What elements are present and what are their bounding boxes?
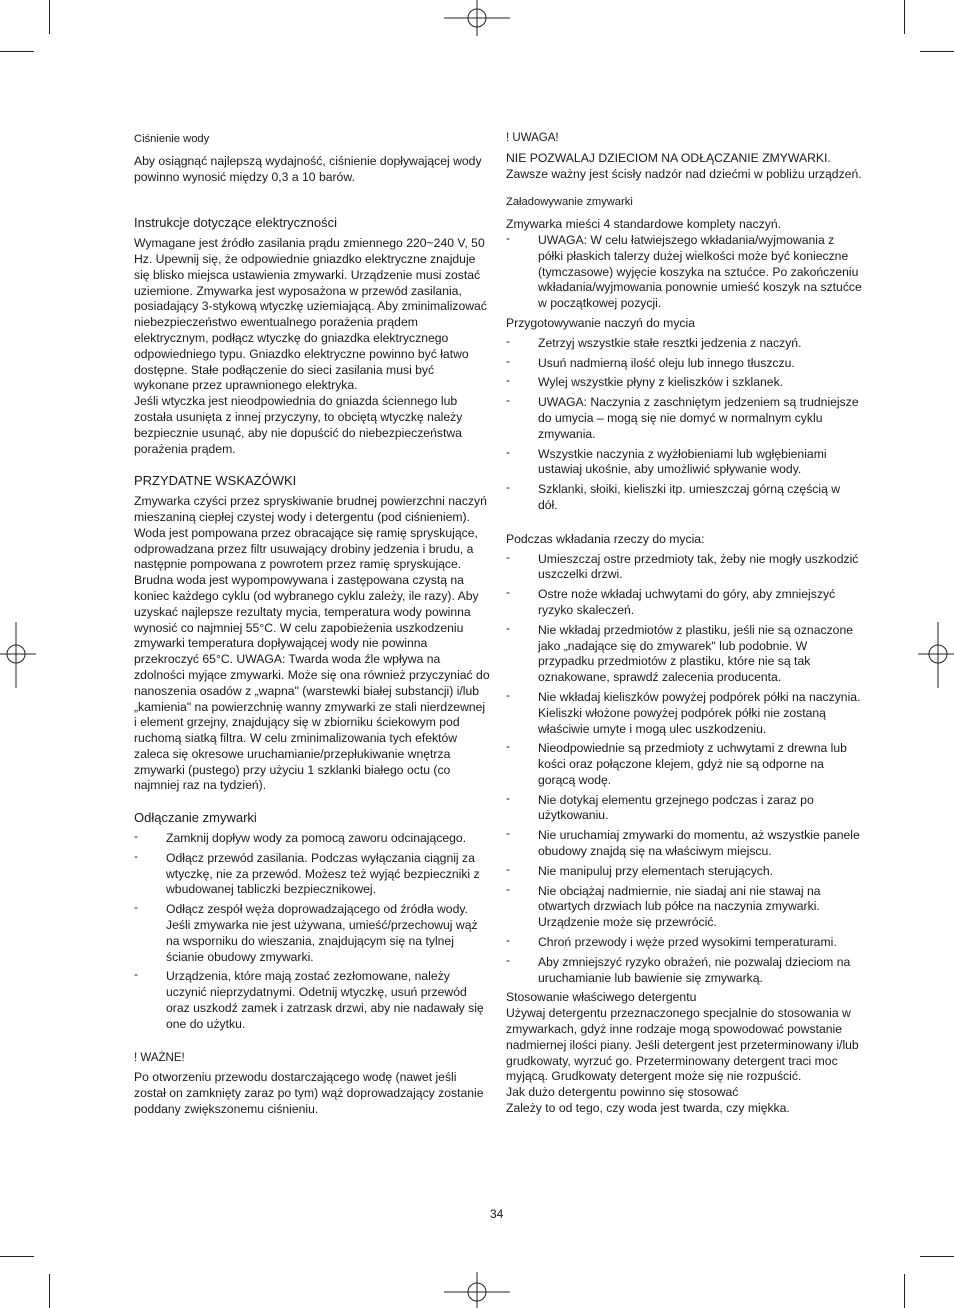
dash-icon: - <box>134 848 139 863</box>
preparation-list <box>506 333 862 514</box>
list-item: - UWAGA: W celu łatwiejszego wkładania/wyjmowania z półki płaskich talerzy dużej wielkości może być konieczne (tymczasowe) wyjęcie koszyka na sztućce. Po zakończeniu wkładania/wyjmowania ponownie umieść koszyk na sztućce w początkowej pozycji. <box>506 230 862 311</box>
electrical-text-1: Wymagane jest źródło zasilania prądu zmiennego 220~240 V, 50 Hz. Upewnij się, że odpowiednie gniazdko elektryczne znajduje się blisko miejsca ustawienia zmywarki. Urządzenie musi zostać uziemione. Zmywarka jest wyposażona w przewód zasilania, posiadający 3-stykową wtyczkę uziemiającą. Aby zminimalizować niebezpieczeństwo ewentualnego porażenia prądem elektrycznym, podłącz wtyczkę do gniazdka elektrycznego odpowiedniego typu. Gniazdko elektryczne powinno być łatwo dostępne. Stałe podłączenie do sieci zasilania musi być wykonane przez uprawnionego elektryka. <box>134 236 487 393</box>
list-item: - Szklanki, słoiki, kieliszki itp. umieszczaj górną częścią w dół. <box>506 480 841 512</box>
while-loading-list <box>506 549 862 987</box>
detergent-heading: Stosowanie właściwego detergentu <box>506 990 697 1005</box>
dash-icon: - <box>506 790 511 805</box>
detergent-text-1: Używaj detergentu przeznaczonego specjalnie do stosowania w zmywarkach, gdyż inne rodzaje mogą spowodować powstanie nadmiernej ilości piany. Jeśli detergent jest przeterminowany i/lub grudkowaty, wyrzuć go. Przeterminowany detergent traci moc myjącą. Grudkowaty detergent może się nie rozpuścić. <box>506 1006 859 1084</box>
list-item: - UWAGA: Naczynia z zaschniętym jedzeniem są trudniejsze do umycia – mogą się nie domyć w normalnym cyklu zmywania. <box>506 393 859 441</box>
registration-mark-right <box>914 620 954 690</box>
dash-icon: - <box>506 480 511 495</box>
dash-icon: - <box>506 861 511 876</box>
dash-icon: - <box>506 687 511 702</box>
list-item: - Zetrzyj wszystkie stałe resztki jedzenia z naczyń. <box>506 333 802 350</box>
crop-mark <box>0 1256 34 1257</box>
left-column <box>134 132 490 1118</box>
while-loading-heading: Podczas wkładania rzeczy do mycia: <box>506 531 705 546</box>
dash-icon: - <box>506 230 511 245</box>
tips-text: Zmywarka czyści przez spryskiwanie brudnej powierzchni naczyń mieszaniną ciepłej czystej wody i detergentu (pod ciśnieniem). Woda jest pompowana przez obracające się ramię spryskujące, odprowadzana przez filtr usuwający drobiny jedzenia i brudu, a następnie pompowana z powrotem przez ramię spryskujące. Brudna woda jest wypompowywana i zastępowana czystą na koniec każdego cyklu (od wybranego cyklu zależy, ile razy). Aby uzyskać najlepsze rezultaty mycia, temperatura wody powinna wynosić co najmniej 55°C. W celu zapobieżenia uszkodzeniu zmywarki temperatura dopływającej wody nie powinna przekroczyć 65°C. UWAGA: Twarda woda źle wpływa na zdolności myjące zmywarki. Może się ona również przyczyniać do nanoszenia osadów z „wapna" (warstewki białej substancji) i/lub „kamienia" na powierzchnię wanny zmywarki ze stali nierdzewnej i element grzejny, znajdujący się w zbiorniku ściekowym pod ruchomą siatką filtra. W celu zminimalizowania tych efektów zaleca się okresowe uruchamianie/przepłukiwanie wnętrza zmywarki (pustego) przy użyciu 1 szklanki białego octu (co najmniej raz na tydzień). <box>134 494 490 793</box>
crop-mark <box>904 1274 905 1308</box>
important-text: Po otworzeniu przewodu dostarczającego wodę (nawet jeśli został on zamknięty zaraz po tym) wąż doprowadzający zostanie poddany zwiększonemu ciśnieniu. <box>134 1070 484 1117</box>
list-item: - Usuń nadmierną ilość oleju lub innego tłuszczu. <box>506 353 795 370</box>
dash-icon: - <box>506 333 511 348</box>
list-item: - Nie dotykaj elementu grzejnego podczas i zaraz po użytkowaniu. <box>506 790 814 823</box>
dash-icon: - <box>506 739 511 754</box>
dash-icon: - <box>506 933 511 948</box>
dash-icon: - <box>506 353 511 368</box>
list-item: - Nie manipuluj przy elementach sterujących. <box>506 861 774 878</box>
list-item: - Wylej wszystkie płyny z kieliszków i szklanek. <box>506 373 784 390</box>
disconnect-heading: Odłączanie zmywarki <box>134 810 257 826</box>
registration-mark-bottom <box>442 1270 512 1308</box>
detergent-text-3: Zależy to od tego, czy woda jest twarda, czy miękka. <box>506 1101 790 1116</box>
list-item: - Aby zmniejszyć ryzyko obrażeń, nie pozwalaj dzieciom na uruchamianie lub bawienie się zmywarką. <box>506 952 851 985</box>
dash-icon: - <box>506 393 511 408</box>
registration-mark-top <box>442 0 512 40</box>
dash-icon: - <box>506 881 511 896</box>
crop-mark <box>904 0 905 34</box>
dash-icon: - <box>134 967 139 982</box>
dash-icon: - <box>506 585 511 600</box>
disconnect-list <box>134 831 490 1033</box>
important-heading: ! WAŻNE! <box>134 1051 185 1064</box>
list-item: - Odłącz przewód zasilania. Podczas wyłączania ciągnij za wtyczkę, nie za przewód. Możesz też wyjąć bezpieczniki z wbudowanej tabliczki bezpiecznikowej. <box>134 848 480 897</box>
page-number: 34 <box>490 1207 504 1221</box>
crop-mark <box>0 51 34 52</box>
tips-heading: PRZYDATNE WSKAZÓWKI <box>134 473 297 489</box>
dash-icon: - <box>506 444 511 459</box>
warning-heading: ! UWAGA! <box>506 132 559 144</box>
list-item: - Nie uruchamiaj zmywarki do momentu, aż wszystkie panele obudowy znajdą się na właściwym miejscu. <box>506 826 860 859</box>
list-item: - Urządzenia, które mają zostać zezłomowane, należy uczynić nieprzydatnymi. Odetnij wtyczkę, usuń przewód oraz uszkodź zamek i zatrzask drzwi, aby nie nadawały się one do użytku. <box>134 967 484 1031</box>
dash-icon: - <box>134 900 139 915</box>
registration-mark-left <box>0 620 40 690</box>
warning-text-1: NIE POZWALAJ DZIECIOM NA ODŁĄCZANIE ZMYWARKI. <box>506 150 831 165</box>
list-item: - Umieszczaj ostre przedmioty tak, żeby nie mogły uszkodzić uszczelki drzwi. <box>506 549 859 582</box>
list-item: - Chroń przewody i węże przed wysokimi temperaturami. <box>506 933 837 950</box>
crop-mark <box>920 51 954 52</box>
loading-text: Zmywarka mieści 4 standardowe komplety naczyń. <box>506 217 781 232</box>
dash-icon: - <box>506 952 511 967</box>
crop-mark <box>920 1256 954 1257</box>
electrical-heading: Instrukcje dotyczące elektryczności <box>134 215 338 231</box>
list-item: - Nie wkładaj kieliszków powyżej podpórek półki na naczynia. Kieliszki włożone powyżej podpórek półki nie zostaną właściwie umyte i mogą ulec uszkodzeniu. <box>506 687 861 736</box>
list-item: - Nieodpowiednie są przedmioty z uchwytami z drewna lub kości oraz połączone klejem, gdyż nie są odporne na gorącą wodę. <box>506 739 847 787</box>
list-item: - Wszystkie naczynia z wyżłobieniami lub wgłębieniami ustawiaj ukośnie, aby umożliwić spływanie wody. <box>506 444 827 477</box>
dash-icon: - <box>506 373 511 388</box>
right-column <box>506 131 862 1117</box>
water-pressure-text: Aby osiągnąć najlepszą wydajność, ciśnienie dopływającej wody powinno wynosić między 0,3 a 10 barów. <box>134 153 482 184</box>
list-item: - Odłącz zespół węża doprowadzającego od źródła wody. Jeśli zmywarka nie jest używana, umieść/przechowuj wąż na wsporniku do wieszania, znajdującym się na tylnej ścianie obudowy zmywarki. <box>134 900 478 964</box>
loading-list <box>506 230 862 312</box>
list-item: - Nie wkładaj przedmiotów z plastiku, jeśli nie są oznaczone jako „nadające się do zmywarek" lub podobnie. W przypadku przedmiotów z plastiku, które nie są tak oznakowane, sprawdź zalecenia producenta. <box>506 620 853 685</box>
list-item: - Nie obciążaj nadmiernie, nie siadaj ani nie stawaj na otwartych drzwiach lub półce na naczynia zmywarki. Urządzenie może się przewrócić. <box>506 881 821 930</box>
crop-mark <box>49 0 50 34</box>
list-item: - Zamknij dopływ wody za pomocą zaworu odcinającego. <box>134 829 467 846</box>
loading-heading: Załadowywanie zmywarki <box>506 196 633 209</box>
list-item: - Ostre noże wkładaj uchwytami do góry, aby zmniejszyć ryzyko skaleczeń. <box>506 585 836 617</box>
preparation-heading: Przygotowywanie naczyń do mycia <box>506 315 695 330</box>
dash-icon: - <box>506 620 511 635</box>
dash-icon: - <box>134 829 139 844</box>
electrical-text-2: Jeśli wtyczka jest nieodpowiednia do gniazda ściennego lub została usunięta z innej przyczyny, to obciętą wtyczkę należy bezpiecznie usunąć, aby nie dopuścić do niebezpieczeństwa porażenia prądem. <box>134 394 463 456</box>
dash-icon: - <box>506 549 511 564</box>
water-pressure-heading: Ciśnienie wody <box>134 133 210 145</box>
detergent-text-2: Jak dużo detergentu powinno się stosować <box>506 1085 739 1100</box>
crop-mark <box>49 1274 50 1308</box>
warning-text-2: Zawsze ważny jest ścisły nadzór nad dziećmi w pobliżu urządzeń. <box>506 166 862 181</box>
dash-icon: - <box>506 826 511 841</box>
